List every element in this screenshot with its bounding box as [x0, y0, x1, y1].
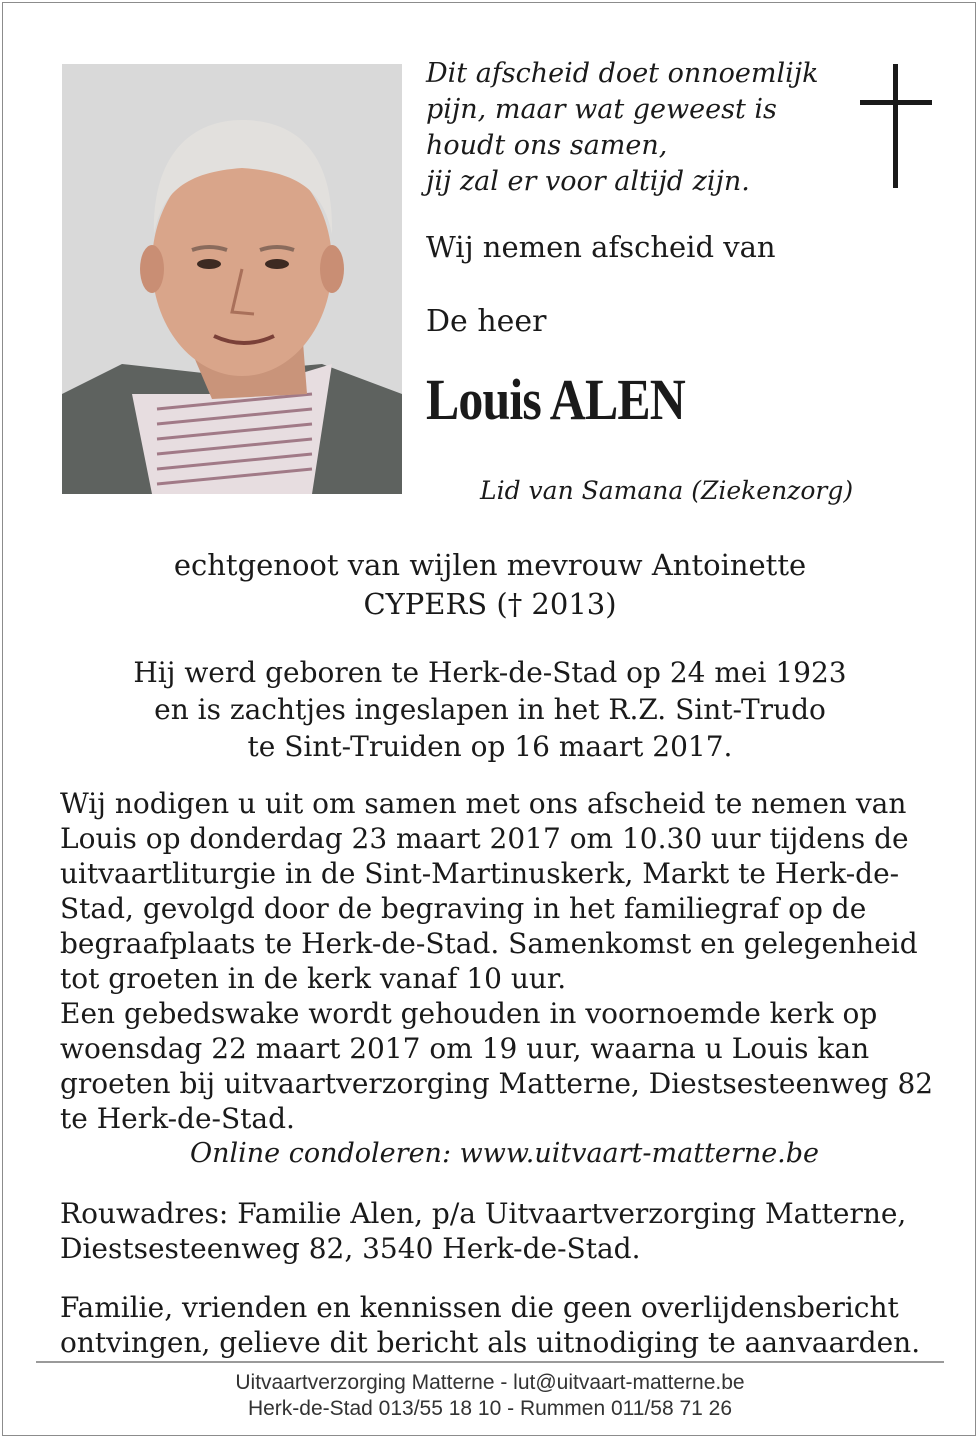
- invitation-line: uitvaartliturgie in de Sint-Martinuskerk, Markt te Herk-de-: [60, 857, 900, 890]
- footer-line: Uitvaartverzorging Matterne - lut@uitvaart-matterne.be: [235, 1371, 745, 1394]
- portrait-photo: [62, 64, 402, 494]
- invitation-line: Louis op donderdag 23 maart 2017 om 10.30 uur tijdens de: [60, 822, 909, 855]
- notice-line: ontvingen, gelieve dit bericht als uitnodiging te aanvaarden.: [60, 1326, 921, 1359]
- invitation-line: Wij nodigen u uit om samen met ons afscheid te nemen van: [60, 787, 907, 820]
- honorific: De heer: [426, 304, 547, 339]
- address-line: Rouwadres: Familie Alen, p/a Uitvaartverzorging Matterne,: [60, 1197, 907, 1230]
- intro-text: Wij nemen afscheid van: [426, 230, 776, 264]
- birth-line: te Sint-Truiden op 16 maart 2017.: [247, 730, 733, 763]
- mourning-address: [60, 1196, 906, 1266]
- cross-icon: [858, 64, 934, 188]
- invitation-text: [60, 786, 940, 1136]
- poem-line: houdt ons samen,: [426, 130, 668, 161]
- deceased-name: Louis ALEN: [426, 367, 685, 432]
- spouse-text: [40, 546, 940, 624]
- birth-death-text: [40, 654, 940, 765]
- invitation-line: tot groeten in de kerk vanaf 10 uur.: [60, 962, 567, 995]
- poem-line: pijn, maar wat geweest is: [426, 94, 777, 125]
- footer-divider: [36, 1361, 944, 1363]
- footer: [0, 1370, 980, 1422]
- invitation-line: begraafplaats te Herk-de-Stad. Samenkomst en gelegenheid: [60, 927, 918, 960]
- invitation-line: woensdag 22 maart 2017 om 19 uur, waarna u Louis kan: [60, 1032, 870, 1065]
- online-condolence-link[interactable]: Online condoleren: www.uitvaart-matterne.be: [190, 1138, 820, 1169]
- poem-line: Dit afscheid doet onnoemlijk: [426, 58, 819, 89]
- invitation-line: Een gebedswake wordt gehouden in voornoemde kerk op: [60, 997, 878, 1030]
- notice-text: [60, 1290, 920, 1360]
- footer-line: Herk-de-Stad 013/55 18 10 - Rummen 011/58 71 26: [247, 1397, 733, 1420]
- birth-line: en is zachtjes ingeslapen in het R.Z. Sint-Trudo: [154, 693, 826, 726]
- membership: Lid van Samana (Ziekenzorg): [480, 476, 854, 505]
- birth-line: Hij werd geboren te Herk-de-Stad op 24 mei 1923: [133, 656, 847, 689]
- spouse-line: echtgenoot van wijlen mevrouw Antoinette: [173, 548, 807, 582]
- address-line: Diestsesteenweg 82, 3540 Herk-de-Stad.: [60, 1232, 641, 1265]
- invitation-line: groeten bij uitvaartverzorging Matterne, Diestsesteenweg 82: [60, 1067, 934, 1100]
- invitation-line: Stad, gevolgd door de begraving in het familiegraf op de: [60, 892, 867, 925]
- poem: [426, 56, 846, 200]
- notice-line: Familie, vrienden en kennissen die geen overlijdensbericht: [60, 1291, 899, 1324]
- poem-line: jij zal er voor altijd zijn.: [426, 166, 750, 197]
- spouse-line: CYPERS († 2013): [363, 587, 617, 621]
- invitation-line: te Herk-de-Stad.: [60, 1102, 295, 1135]
